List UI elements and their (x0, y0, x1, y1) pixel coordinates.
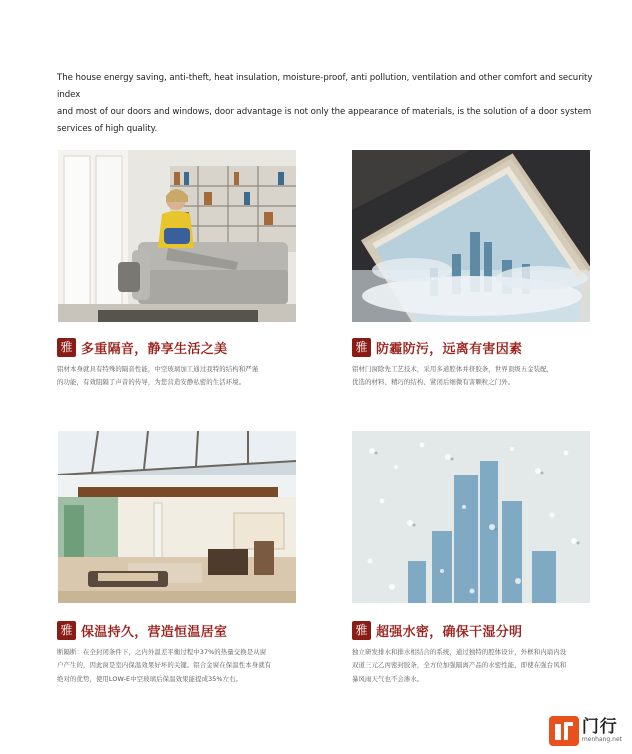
seal-icon: 雅 (57, 621, 76, 640)
desc-line: 铝材门窗除先工艺技术，采用多道腔体并挤胶条，世界顶级五金装配， (352, 365, 554, 373)
desc-line: 铝材本身就具有特殊的隔音性能，中空玻璃加工通过我特的结构和严谨 (57, 365, 259, 373)
rain-glass-photo (352, 431, 590, 603)
menhang-logo-icon (549, 716, 579, 746)
intro-paragraph (57, 70, 612, 138)
feature-title: 防霾防污，远离有害因素 (376, 341, 523, 357)
desc-line: 双道三元乙丙密封胶条，全方位加强隔离产品的水密性能，即使在强台风和 (352, 661, 567, 670)
desc-line: 绝对的优势，使用LOW-E中空玻璃后保温效果能提成35%左右。 (57, 674, 243, 683)
logo-url: menhang.net (581, 736, 622, 743)
feature-title-row-3 (57, 620, 227, 640)
feature-title-row-1 (57, 337, 227, 357)
desc-line: 断隔断：在全封闭条件下，之内外温差平衡过程中37%的热量交换是从窗 (57, 648, 267, 656)
intro-line-3: services of high quality. (57, 124, 158, 134)
feature-title-row-2 (352, 337, 522, 357)
feature-title: 保温持久，营造恒温居室 (81, 624, 228, 640)
seal-icon: 雅 (352, 621, 371, 640)
feature-description (352, 363, 602, 390)
intro-line-2: and most of our doors and windows, door advantage is not only the appearance of materials, is the solution of a door system (57, 107, 592, 117)
seal-icon: 雅 (352, 338, 371, 357)
feature-description (57, 646, 307, 686)
seal-icon: 雅 (57, 338, 76, 357)
feature-title: 多重隔音，静享生活之美 (81, 341, 228, 357)
logo-brand: 门行 (581, 717, 618, 737)
feature-title: 超强水密，确保干湿分明 (376, 624, 523, 640)
feature-description (352, 646, 602, 686)
feature-title-row-4 (352, 620, 522, 640)
watermark-logo (549, 716, 622, 746)
desc-line: 优选的材料、精巧的结构、紧闭后细微有害颗粒之门外。 (352, 378, 515, 387)
intro-line-1: The house energy saving, anti-theft, heat insulation, moisture-proof, anti pollution, ventilation and other comfort and security index (57, 73, 593, 100)
desc-line: 的功能，有效阻隔了声音的传导，为您营造安静私密的生活环境。 (57, 378, 246, 387)
feature-description (57, 363, 307, 390)
sunroom-photo (58, 431, 296, 603)
living-room-photo (58, 150, 296, 322)
window-city-photo (352, 150, 590, 322)
desc-line: 独立研发排水和排水相结合的系统，通过独特的腔体设计，外框和内扇内设 (352, 648, 567, 656)
desc-line: 户产生的，因此窗是室内保温效果好坏的关键。铝合金窗在保温性本身就有 (57, 661, 272, 670)
desc-line: 暴风雨天气也不会渗水。 (352, 674, 424, 683)
